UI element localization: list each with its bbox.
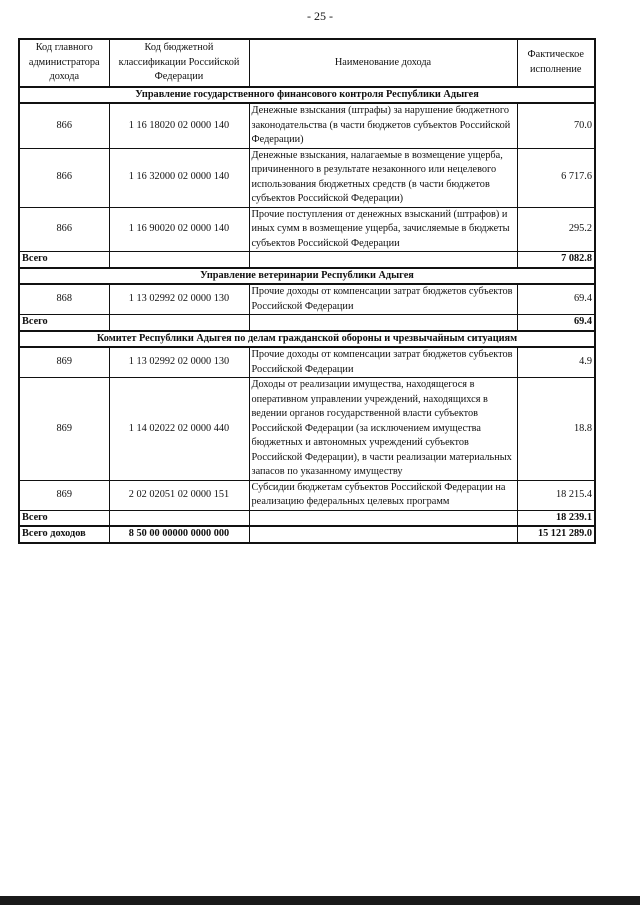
section-title: Управление государственного финансового контроля Республики Адыгея (19, 87, 595, 104)
section-title-row (19, 87, 595, 104)
grand-total-value: 15 121 289.0 (517, 526, 595, 543)
budget-code-cell: 1 14 02022 02 0000 440 (109, 378, 249, 481)
empty-cell (109, 315, 249, 331)
total-label: Всего (19, 510, 109, 526)
admin-code-cell: 869 (19, 378, 109, 481)
table-header-row (19, 39, 595, 87)
budget-code-cell: 1 16 90020 02 0000 140 (109, 207, 249, 252)
budget-code-cell: 1 13 02992 02 0000 130 (109, 347, 249, 378)
section-total-row (19, 510, 595, 526)
empty-cell (109, 252, 249, 268)
actual-value-cell: 18.8 (517, 378, 595, 481)
table-row (19, 347, 595, 378)
section-title: Комитет Республики Адыгея по делам гражданской обороны и чрезвычайным ситуациям (19, 331, 595, 348)
income-name-cell: Денежные взыскания, налагаемые в возмещение ущерба, причиненного в результате незаконного или нецелевого использования бюджетных средств (в части бюджетов субъектов Российской Федерации) (249, 148, 517, 207)
income-name-cell: Денежные взыскания (штрафы) за нарушение бюджетного законодательства (в части бюджетов субъектов Российской Федерации) (249, 103, 517, 148)
actual-value-cell: 70.0 (517, 103, 595, 148)
section-total-row (19, 252, 595, 268)
section-total-row (19, 315, 595, 331)
actual-value-cell: 295.2 (517, 207, 595, 252)
total-value: 7 082.8 (517, 252, 595, 268)
page-number: - 25 - (307, 9, 333, 23)
income-name-cell: Субсидии бюджетам субъектов Российской Федерации на реализацию федеральных целевых программ (249, 480, 517, 510)
header-actual: Фактическое исполнение (517, 39, 595, 87)
admin-code-cell: 868 (19, 284, 109, 315)
actual-value-cell: 18 215.4 (517, 480, 595, 510)
actual-value-cell: 6 717.6 (517, 148, 595, 207)
table-row (19, 103, 595, 148)
actual-value-cell: 4.9 (517, 347, 595, 378)
empty-cell (249, 510, 517, 526)
budget-code-cell: 1 13 02992 02 0000 130 (109, 284, 249, 315)
scan-edge-bar (0, 896, 640, 905)
section-title: Управление ветеринарии Республики Адыгея (19, 268, 595, 285)
grand-total-label: Всего доходов (19, 526, 109, 543)
section-title-row (19, 268, 595, 285)
admin-code-cell: 869 (19, 480, 109, 510)
empty-cell (249, 526, 517, 543)
table-row (19, 378, 595, 481)
income-name-cell: Прочие доходы от компенсации затрат бюджетов субъектов Российской Федерации (249, 347, 517, 378)
total-label: Всего (19, 252, 109, 268)
budget-code-cell: 1 16 18020 02 0000 140 (109, 103, 249, 148)
empty-cell (109, 510, 249, 526)
revenue-table (18, 38, 596, 544)
header-budget-code: Код бюджетной классификации Российской Федерации (109, 39, 249, 87)
grand-total-row (19, 526, 595, 543)
actual-value-cell: 69.4 (517, 284, 595, 315)
table-row (19, 148, 595, 207)
section-title-row (19, 331, 595, 348)
empty-cell (249, 315, 517, 331)
income-name-cell: Прочие доходы от компенсации затрат бюджетов субъектов Российской Федерации (249, 284, 517, 315)
income-name-cell: Прочие поступления от денежных взысканий (штрафов) и иных сумм в возмещение ущерба, зачисляемые в бюджеты субъектов Российской Федерации (249, 207, 517, 252)
header-income-name: Наименование дохода (249, 39, 517, 87)
income-name-cell: Доходы от реализации имущества, находящегося в оперативном управлении учреждений, находящихся в ведении органов государственной власти субъектов Российской Федерации (за исключением имущества бюджетных и автономных учреждений субъектов Российской Федерации), в части реализации материальных запасов по указанному имуществу (249, 378, 517, 481)
admin-code-cell: 869 (19, 347, 109, 378)
empty-cell (249, 252, 517, 268)
table-row (19, 284, 595, 315)
table-row (19, 480, 595, 510)
total-value: 69.4 (517, 315, 595, 331)
table-row (19, 207, 595, 252)
header-admin-code: Код главного администратора дохода (19, 39, 109, 87)
admin-code-cell: 866 (19, 148, 109, 207)
admin-code-cell: 866 (19, 207, 109, 252)
total-label: Всего (19, 315, 109, 331)
admin-code-cell: 866 (19, 103, 109, 148)
grand-total-code: 8 50 00 00000 0000 000 (109, 526, 249, 543)
total-value: 18 239.1 (517, 510, 595, 526)
budget-code-cell: 2 02 02051 02 0000 151 (109, 480, 249, 510)
budget-code-cell: 1 16 32000 02 0000 140 (109, 148, 249, 207)
